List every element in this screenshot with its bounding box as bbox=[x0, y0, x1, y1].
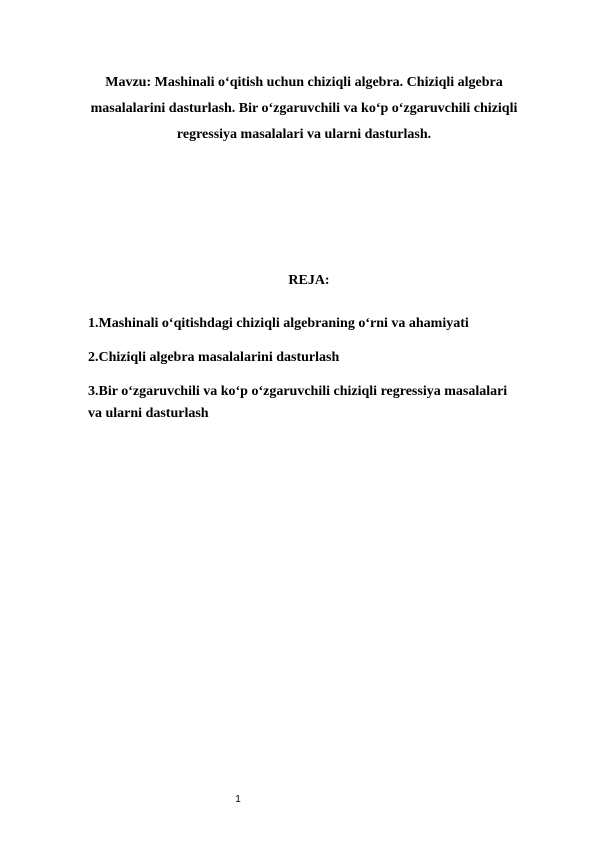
plan-item-3: 3.Bir o‘zgaruvchili va ko‘p o‘zgaruvchili chiziqli regressiya masalalari va ularni dasturlash bbox=[88, 384, 508, 421]
plan-heading: REJA: bbox=[288, 273, 330, 288]
page-number: 1 bbox=[235, 794, 241, 805]
document-title: Mavzu: Mashinali o‘qitish uchun chiziqli algebra. Chiziqli algebra masalalarini dasturlash. Bir o‘zgaruvchili va ko‘p o‘zgaruvchili chiziqli regressiya masalalari va ularni dasturlash. bbox=[90, 75, 518, 142]
plan-item-2: 2.Chiziqli algebra masalalarini dasturlash bbox=[88, 350, 340, 365]
plan-item-1: 1.Mashinali o‘qitishdagi chiziqli algebraning o‘rni va ahamiyati bbox=[88, 316, 469, 331]
plan-list bbox=[88, 313, 518, 437]
